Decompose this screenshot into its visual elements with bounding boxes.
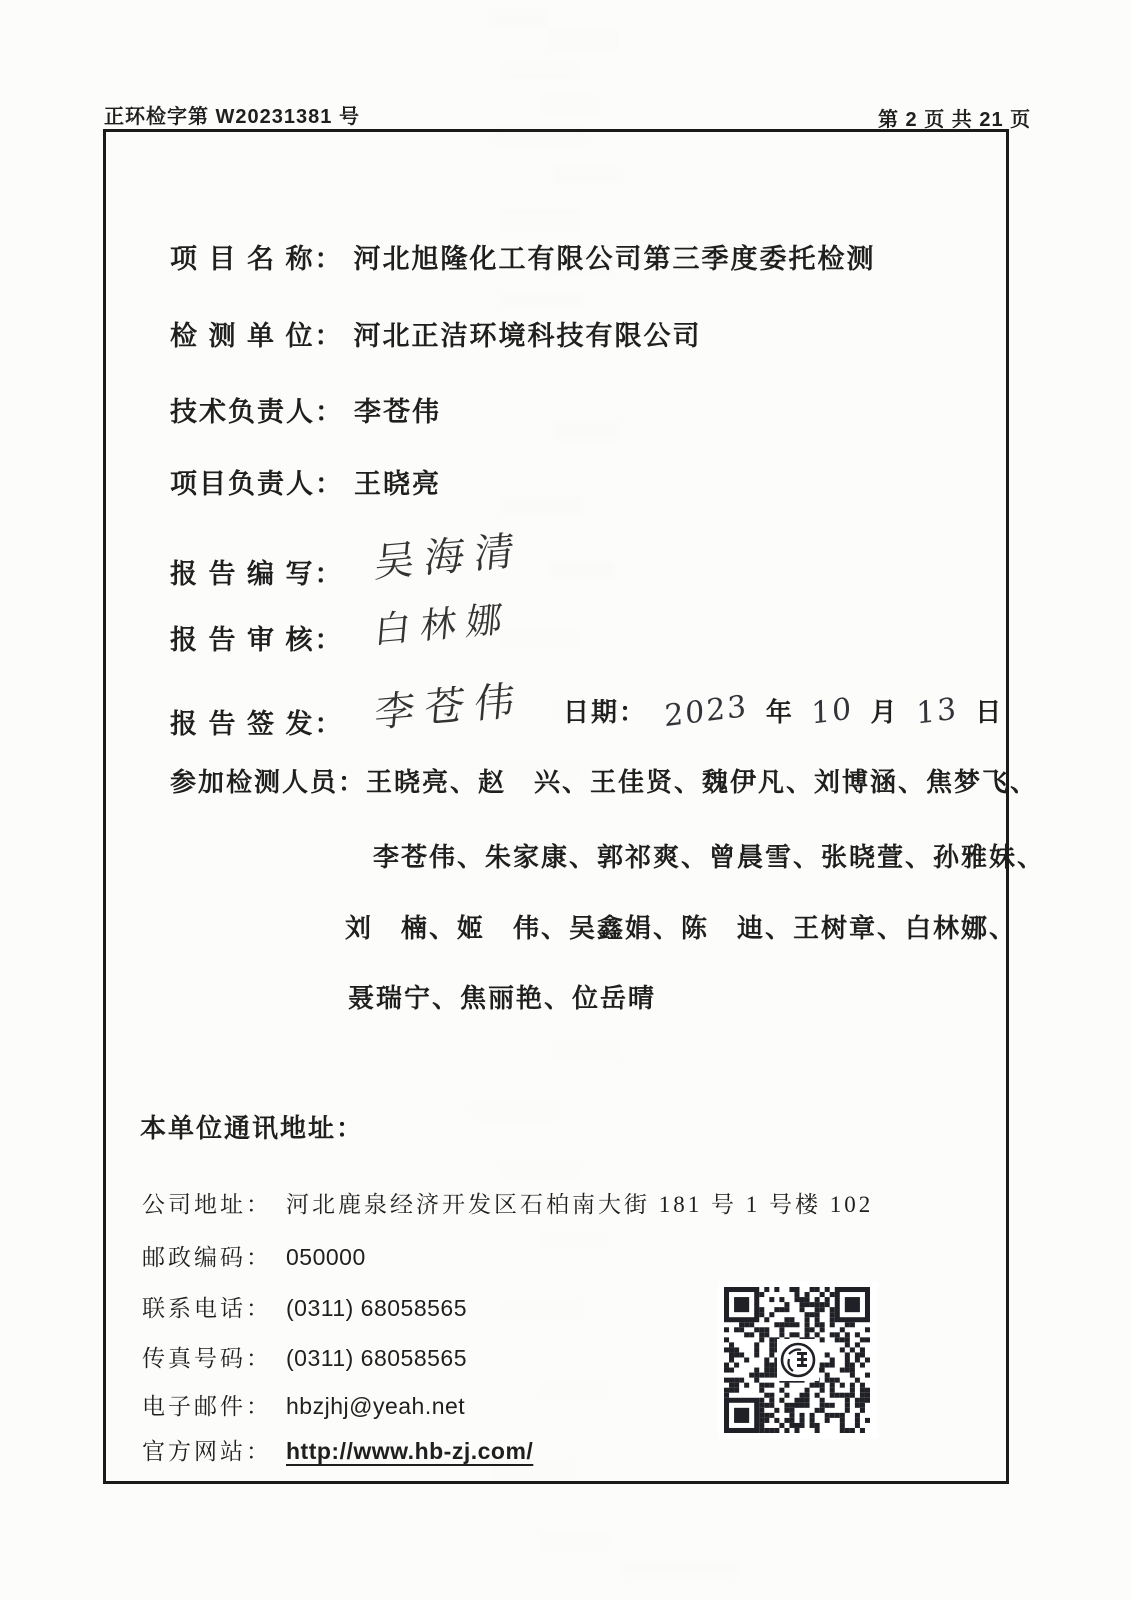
field-report-issuer: [170, 677, 526, 745]
field-testing-unit: [170, 314, 702, 353]
contact-row-phone: [142, 1290, 467, 1323]
contact-heading: 本单位通讯地址：: [140, 1113, 365, 1143]
contact-label: 联系电话：: [142, 1296, 272, 1321]
bleedthrough-artifact: [500, 60, 580, 80]
handwritten-year: 2023: [664, 688, 749, 735]
participants-line-2: 李苍伟、朱家康、郭祁爽、曾晨雪、张晓萱、孙雅妹、: [373, 842, 1046, 872]
doc-number: 正环检字第 W20231381 号: [104, 106, 360, 128]
participants-line-3: 刘 楠、姬 伟、吴鑫娟、陈 迪、王树章、白林娜、: [345, 913, 1018, 943]
contact-row-fax: [142, 1340, 467, 1373]
contact-label: 公司地址：: [142, 1192, 272, 1217]
field-value: 李苍伟: [354, 397, 441, 427]
participants-line-4: 聂瑞宁、焦丽艳、位岳晴: [348, 983, 657, 1013]
contact-row-postcode: [142, 1239, 366, 1272]
month-unit: 月: [870, 697, 899, 727]
page-indicator: 第 2 页 共 21 页: [878, 109, 1032, 131]
contact-label: 传真号码：: [142, 1346, 272, 1371]
contact-value: (0311) 68058565: [286, 1345, 467, 1371]
participants-line-1: [170, 762, 1038, 799]
contact-value: hbzjhj@yeah.net: [286, 1393, 466, 1419]
field-project-name: [170, 237, 876, 276]
contact-label: 电子邮件：: [142, 1394, 272, 1419]
field-label: 报 告 签 发：: [170, 709, 344, 739]
bleedthrough-artifact: [548, 30, 618, 52]
year-unit: 年: [765, 697, 794, 727]
contact-row-address: [142, 1186, 873, 1219]
contact-label: 官方网站：: [142, 1439, 272, 1464]
bleedthrough-artifact: [540, 95, 600, 115]
handwritten-day: 13: [915, 691, 959, 732]
field-label: 技术负责人：: [170, 397, 344, 427]
day-unit: 日: [975, 697, 1004, 727]
field-value: 河北正洁环境科技有限公司: [353, 321, 702, 351]
handwritten-signature-reviewer: 白林娜: [372, 598, 514, 652]
participants-label: 参加检测人员：: [170, 767, 367, 797]
handwritten-signature-writer: 吴海清: [372, 527, 526, 587]
date-label: 日期：: [563, 697, 648, 727]
contact-value: 050000: [286, 1244, 366, 1270]
field-label: 项 目 名 称：: [170, 244, 344, 274]
bleedthrough-artifact: [540, 1530, 610, 1552]
field-project-leader: [170, 462, 441, 501]
handwritten-month: 10: [810, 691, 854, 732]
contact-row-email: [142, 1388, 465, 1421]
field-report-writer: [170, 527, 526, 595]
field-value: 王晓亮: [354, 469, 441, 499]
field-label: 项目负责人：: [170, 469, 344, 499]
qr-code: [718, 1281, 878, 1439]
contact-label: 邮政编码：: [142, 1245, 272, 1270]
website-link[interactable]: http://www.hb-zj.com/: [286, 1438, 534, 1464]
bleedthrough-artifact: [488, 8, 548, 28]
contact-value: (0311) 68058565: [286, 1295, 467, 1321]
bleedthrough-artifact: [620, 1560, 740, 1578]
handwritten-signature-issuer: 李苍伟: [372, 677, 526, 737]
field-label: 检 测 单 位：: [170, 321, 344, 351]
field-value: 河北旭隆化工有限公司第三季度委托检测: [353, 244, 876, 274]
participants-names: 王晓亮、赵 兴、王佳贤、魏伊凡、刘博涵、焦梦飞、: [366, 767, 1039, 797]
field-label: 报 告 审 核：: [170, 625, 344, 655]
issue-date: [563, 688, 1004, 735]
field-label: 报 告 编 写：: [170, 559, 344, 589]
contact-value: 河北鹿泉经济开发区石柏南大街 181 号 1 号楼 102: [286, 1192, 874, 1217]
contact-row-website: [142, 1433, 533, 1466]
field-technical-director: [170, 390, 441, 429]
qr-code-image: [718, 1281, 878, 1439]
field-report-reviewer: [170, 598, 514, 660]
